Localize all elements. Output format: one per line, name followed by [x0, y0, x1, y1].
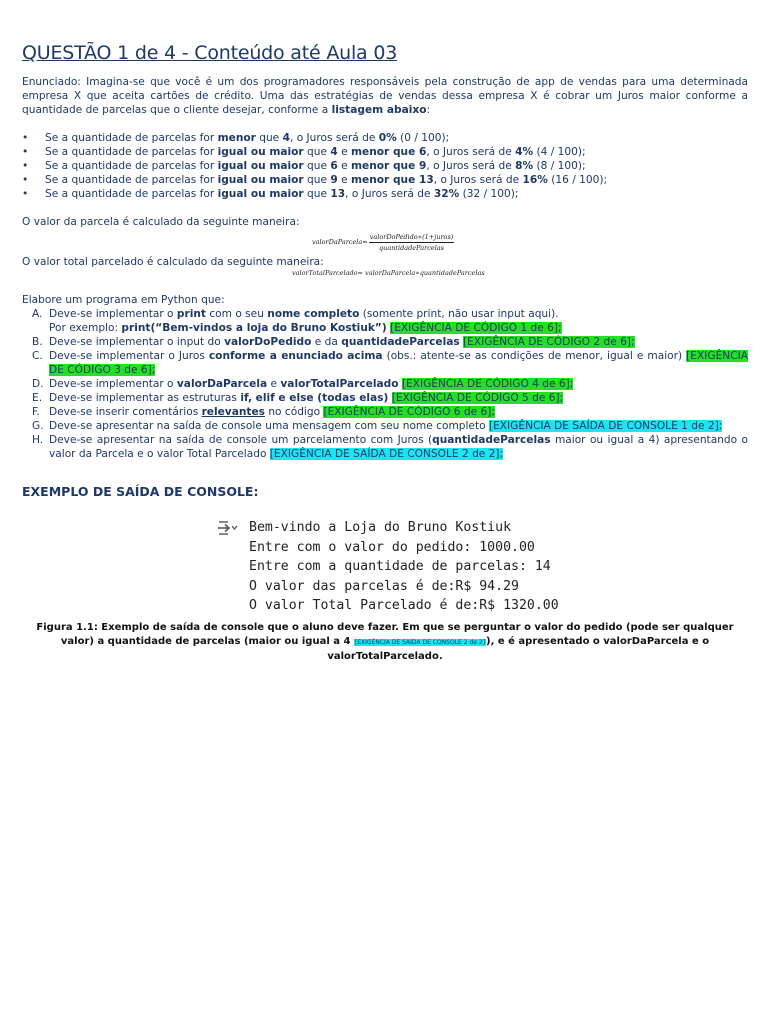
enunciado-colon: :: [426, 104, 431, 116]
output-arrow-icon: [216, 520, 238, 538]
requirements-list: [22, 307, 748, 461]
requirement-item-a: A. Deve-se implementar o print com o seu nome completo (somente print, não usar input aqui). Por exemplo: print(“Bem-vindos a loja do Bruno Kostiuk”) [EXIGÊNCIA DE CÓDIGO 1 de 6];: [32, 308, 562, 334]
requirement-badge: [EXIGÊNCIA DE CÓDIGO 3 de 6];: [49, 350, 748, 376]
enunciado-paragraph: [22, 75, 748, 117]
rule-item: • Se a quantidade de parcelas for igual ou maior que 9 e menor que 13, o Juros será de 16% (16 / 100);: [22, 174, 608, 186]
requirement-item-f: F. Deve-se inserir comentários relevantes no código [EXIGÊNCIA DE CÓDIGO 6 de 6];: [32, 406, 495, 418]
document-page: [22, 42, 748, 499]
requirement-badge: [EXIGÊNCIA DE SAÍDA DE CONSOLE 2 de 2];: [269, 448, 504, 460]
caption-badge: [EXIGÊNCIA DE SAÍDA DE CONSOLE 2 de 2]: [354, 639, 486, 646]
parcela-formula-intro: O valor da parcela é calculado da seguinte maneira:: [22, 216, 300, 228]
rule-item: • Se a quantidade de parcelas for igual ou maior que 6 e menor que 9, o Juros será de 8% (8 / 100);: [22, 160, 586, 172]
total-formula: valorTotalParcelado= valorDaParcela∗quantidadeParcelas: [292, 269, 485, 277]
rule-item: • Se a quantidade de parcelas for igual ou maior que 13, o Juros será de 32% (32 / 100);: [22, 188, 519, 200]
rule-item: • Se a quantidade de parcelas for menor que 4, o Juros será de 0% (0 / 100);: [22, 132, 450, 144]
requirement-badge: [EXIGÊNCIA DE CÓDIGO 4 de 6];: [401, 378, 574, 390]
enunciado-text: Enunciado: Imagina-se que você é um dos programadores responsáveis pela construção de app de vendas para uma determinada empresa X que aceita cartões de crédito. Uma das estratégias de vendas dessa empresa X é cobrar um Juros maior conforme a quantidade de parcelas que o cliente desejar, conforme a: [22, 76, 748, 116]
figure-caption: [22, 621, 748, 664]
caption-text-end: ), e é apresentado o valorDaParcela e o valorTotalParcelado.: [327, 636, 710, 662]
requirement-badge: [EXIGÊNCIA DE CÓDIGO 1 de 6];: [390, 322, 562, 334]
example-title: EXEMPLO DE SAÍDA DE CONSOLE:: [22, 484, 259, 499]
formula-fraction: [369, 233, 455, 252]
console-output-example: [216, 518, 559, 616]
formula-lhs: valorDaParcela=: [312, 238, 368, 246]
requirement-item-b: B. Deve-se implementar o input do valorDoPedido e da quantidadeParcelas [EXIGÊNCIA DE CÓDIGO 2 de 6];: [32, 336, 635, 348]
console-line: Entre com o valor do pedido: 1000.00: [249, 539, 535, 555]
requirement-badge: [EXIGÊNCIA DE CÓDIGO 2 de 6];: [463, 336, 635, 348]
requirement-badge: [EXIGÊNCIA DE CÓDIGO 6 de 6];: [323, 406, 495, 418]
question-title: QUESTÃO 1 de 4 - Conteúdo até Aula 03: [22, 42, 398, 64]
formula-denominator: quantidadeParcelas: [379, 243, 444, 252]
requirement-item-h: H. Deve-se apresentar na saída de console um parcelamento com Juros (quantidadeParcelas maior ou igual a 4) apresentando o valor da Parcela e o valor Total Parcelado [EXIGÊNCIA DE SAÍDA DE CONSOLE 2 de 2];: [32, 434, 748, 460]
interest-rules-list: [22, 131, 748, 201]
console-line: O valor das parcelas é de:R$ 94.29: [249, 578, 519, 594]
formula-numerator: valorDoPedido∗(1+juros): [369, 232, 454, 241]
requirement-item-c: C. Deve-se implementar o Juros conforme a enunciado acima (obs.: atente-se as condições de menor, igual e maior) [EXIGÊNCIA DE CÓDIGO 3 de 6];: [32, 350, 748, 376]
total-formula-intro: O valor total parcelado é calculado da seguinte maneira:: [22, 256, 324, 268]
enunciado-bold: listagem abaixo: [331, 104, 427, 116]
console-lines: [249, 518, 559, 616]
console-line: Entre com a quantidade de parcelas: 14: [249, 559, 551, 574]
console-line: O valor Total Parcelado é de:R$ 1320.00: [249, 598, 559, 613]
requirement-badge: [EXIGÊNCIA DE CÓDIGO 5 de 6];: [391, 392, 564, 404]
elabore-text: Elabore um programa em Python que:: [22, 294, 225, 306]
requirement-item-g: G. Deve-se apresentar na saída de console uma mensagem com seu nome completo [EXIGÊNCIA DE SAÍDA DE CONSOLE 1 de 2];: [32, 420, 723, 432]
requirement-item-d: D. Deve-se implementar o valorDaParcela e valorTotalParcelado [EXIGÊNCIA DE CÓDIGO 4 de 6];: [32, 378, 574, 390]
rule-item: • Se a quantidade de parcelas for igual ou maior que 4 e menor que 6, o Juros será de 4% (4 / 100);: [22, 146, 586, 158]
caption-text: Figura 1.1: Exemplo de saída de console que o aluno deve fazer. Em que se perguntar o valor do pedido (pode ser qualquer valor) a quantidade de parcelas (maior ou igual a 4: [36, 622, 734, 647]
requirement-badge: [EXIGÊNCIA DE SAÍDA DE CONSOLE 1 de 2];: [488, 420, 723, 432]
parcela-formula: [312, 229, 768, 255]
console-line: Bem-vindo a Loja do Bruno Kostiuk: [249, 520, 512, 535]
requirement-item-e: E. Deve-se implementar as estruturas if, elif e else (todas elas) [EXIGÊNCIA DE CÓDIGO 5 de 6];: [32, 392, 564, 404]
